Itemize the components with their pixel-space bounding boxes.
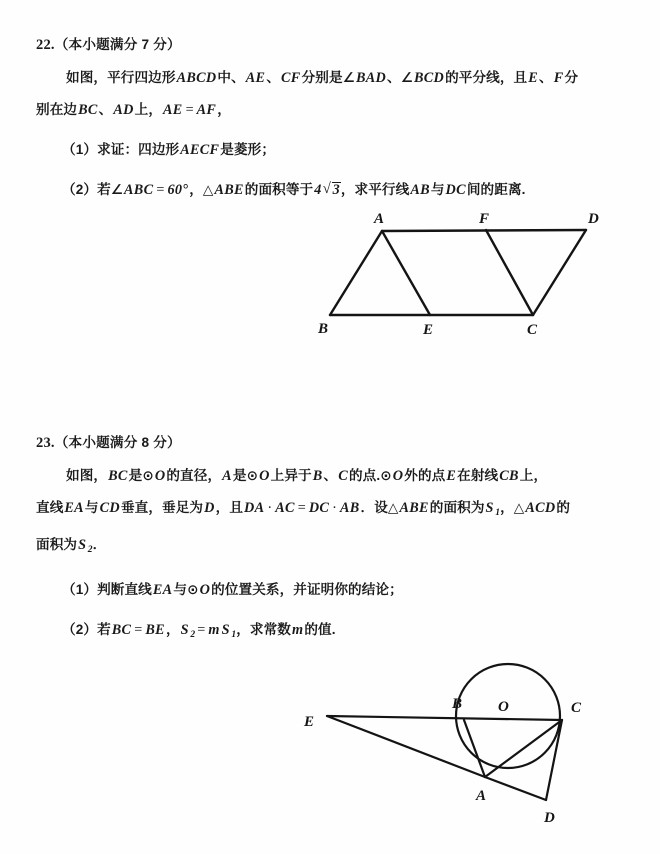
text-run: 如图， [66,468,108,483]
parallelogram-edges [330,230,586,315]
multiplication-dot: · [267,500,273,516]
text-run: ． [92,537,107,552]
math-var: m [292,622,304,638]
math-var: O [392,468,404,484]
text-run: ，求平行线 [340,182,410,197]
math-var: CF [281,70,301,86]
math-var: S [221,622,230,638]
text-run: 上， [134,102,163,117]
vertex-label-C: C [527,322,538,338]
text-run: 判断直线 [97,582,152,597]
math-var: ABCD [176,70,217,86]
text-run: 在射线 [457,468,499,483]
text-run: 垂直，垂足为 [120,500,204,515]
text-run: 、 [539,70,553,85]
point-label-B: B [452,696,463,712]
math-var: E [528,70,539,86]
radicand: 3 [332,182,340,198]
text-run: 与 [430,182,445,197]
subscript: 1 [231,630,237,640]
figure-parallelogram-abcd [300,205,640,350]
text-run: 间的距离. [466,182,526,197]
part-label: （1） [62,582,98,597]
text-run: 是⊙ [128,468,154,483]
math-var: S [78,537,87,553]
math-var: BC [111,622,132,638]
text-run: 别在边 [36,102,78,117]
math-var: ABC [124,182,154,198]
part-label: （1） [62,142,98,157]
equals-sign: = [185,102,194,118]
math-var: AD [113,102,134,118]
edge-CF [486,230,533,315]
text-run: 外的点 [404,468,446,483]
problem-23-stem-line-3 [0,529,660,566]
problem-23-part-2 [0,614,660,651]
vertex-label-A: A [374,211,385,227]
point-label-A: A [476,788,487,804]
text-run: 分 [564,70,579,85]
problem-22-header [0,34,660,56]
text-run: 、∠ [387,70,413,85]
math-var: ABE [399,500,429,516]
text-run: 求证：四边形 [97,142,180,157]
vertex-label-E: E [423,322,434,338]
problem-22 [0,34,660,206]
circle-o [456,664,560,768]
math-var: DA [244,500,265,516]
problem-23-stem-line-1 [0,460,660,492]
parallelogram-svg [300,205,640,350]
text-run: ， [165,622,180,637]
problem-22-part-1 [0,134,660,166]
multiplication-dot: · [332,500,337,516]
text-run: 的 [556,500,571,515]
segment-AD [485,777,546,800]
point-label-D: D [544,810,555,826]
segment-EA [327,716,485,777]
math-var: S [180,622,189,638]
text-run: ，△ [189,182,214,197]
subscript: 2 [190,630,196,640]
text-run: 分别是∠ [301,70,355,85]
text-run: 如图，平行四边形 [66,70,176,85]
problem-22-points: （本小题满分 7 分） [54,37,181,52]
math-var: D [204,500,215,516]
circle-figure-svg [290,650,640,850]
math-var: C [338,468,348,484]
text-run: 的位置关系，并证明你的结论； [211,582,403,597]
equals-sign: = [134,622,143,638]
math-var: O [259,468,270,484]
math-var: AB [339,500,360,516]
segment-CD [546,720,562,800]
part-label: （2） [62,622,98,637]
edge-AE [382,231,430,315]
figure-circle-o [290,650,640,850]
problem-23-part-1 [0,574,660,606]
math-var: F [553,70,564,86]
math-var: AC [275,500,295,516]
text-run: 、 [266,70,281,85]
math-var: BCD [414,70,445,86]
text-run: 与 [84,500,99,515]
subscript: 2 [87,545,93,555]
text-run: 的直径， [166,468,222,483]
problem-22-stem-line-1 [0,62,660,94]
text-run: ．设△ [360,500,399,515]
vertex-label-D: D [588,211,599,227]
text-run: 上异于 [270,468,312,483]
text-run: 若 [97,622,111,637]
circle-figure-segments [327,716,562,800]
text-run: 的面积为 [429,500,485,515]
part-label: （2） [62,182,98,197]
text-run: 面积为 [36,537,78,552]
point-label-C: C [571,700,582,716]
math-var: ACD [525,500,556,516]
text-run: ， [217,102,231,117]
problem-23-number: 23. [36,435,55,451]
math-var: AE [163,102,183,118]
math-var: AECF [180,142,220,158]
text-run: 与⊙ [173,582,199,597]
text-run: 上， [519,468,548,483]
math-var: O [154,468,166,484]
problem-23-stem-line-2 [0,492,660,529]
math-var: BE [145,622,165,638]
math-var: ABE [214,182,244,198]
math-var: AF [196,102,217,118]
text-run: 、 [98,102,113,117]
equals-sign: = [156,182,165,198]
segment-AC [485,720,562,777]
math-var: EA [152,582,173,598]
math-var: S [485,500,494,516]
edge-CD [533,230,586,315]
vertex-label-B: B [318,321,329,337]
problem-22-stem-line-2 [0,94,660,126]
text-run: ，且 [215,500,244,515]
text-run: ，求常数 [236,622,291,637]
math-var: AB [410,182,430,198]
text-run: 直线 [36,500,64,515]
problem-23-points: （本小题满分 8 分） [54,435,181,450]
math-var: CB [499,468,519,484]
equals-sign: = [297,500,306,516]
math-var: BC [78,102,98,118]
problem-22-part-2 [0,174,660,206]
text-run: 是⊙ [232,468,259,483]
angle-value: 60° [167,182,189,198]
vertex-label-F: F [479,211,490,227]
math-var: BAD [355,70,387,86]
text-run: 的平分线，且 [445,70,528,85]
square-root [323,174,341,206]
text-run: 、 [323,468,338,483]
equals-sign: = [197,622,206,638]
edge-AD [382,230,586,231]
point-label-E: E [304,714,315,730]
math-var: BC [108,468,128,484]
text-run: 的值. [304,622,336,637]
point-label-O: O [498,699,509,715]
text-run: 若∠ [97,182,124,197]
math-var: DC [445,182,466,198]
segment-EC [327,716,562,720]
math-var: EA [64,500,84,516]
text-run: 是菱形； [220,142,276,157]
coefficient: 4 [314,182,322,198]
math-var: AE [245,70,266,86]
text-run: ，△ [500,500,525,515]
math-var: DC [308,500,330,516]
problem-23-header [0,432,660,454]
math-var: m [208,622,220,638]
math-var: A [222,468,232,484]
math-var: B [312,468,323,484]
text-run: 的点.⊙ [348,468,392,483]
math-var: CD [99,500,120,516]
problem-23 [0,432,660,651]
subscript: 1 [495,508,501,518]
math-var: E [446,468,457,484]
edge-AB [330,231,382,315]
problem-22-number: 22. [36,37,55,53]
math-var: O [199,582,211,598]
text-run: 中、 [217,70,245,85]
text-run: 的面积等于 [244,182,314,197]
